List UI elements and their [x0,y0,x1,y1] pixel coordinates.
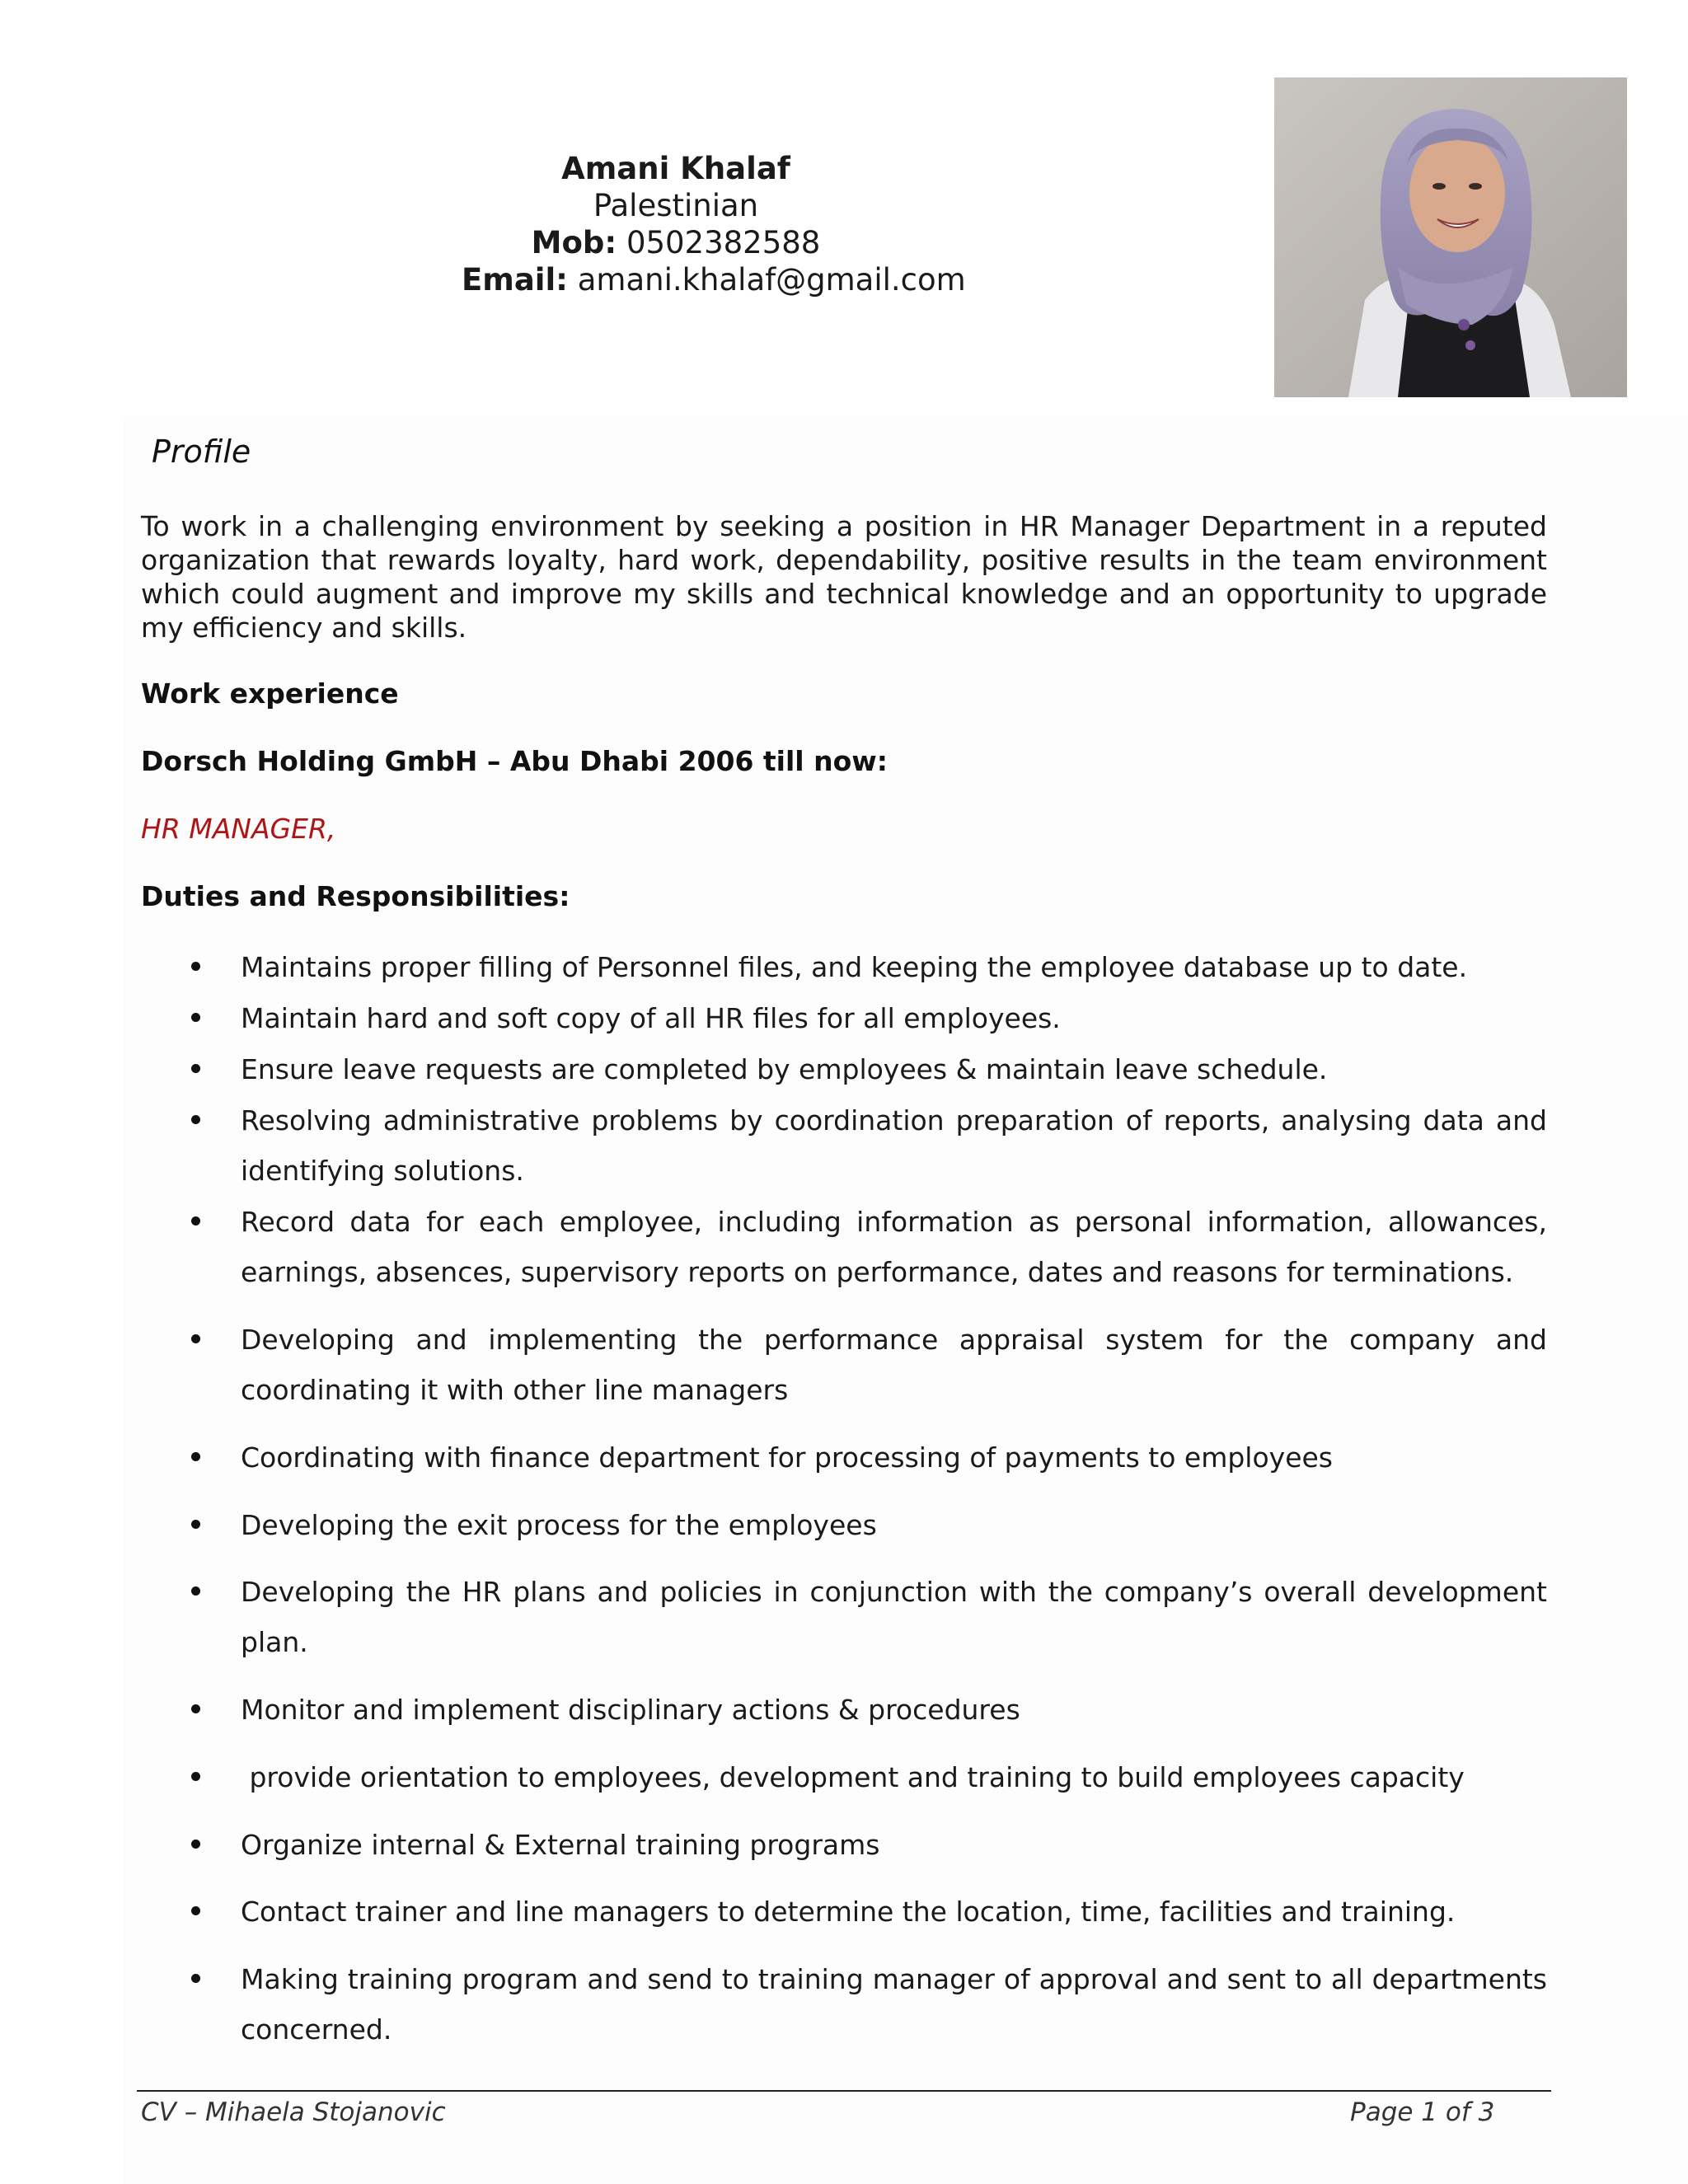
duty-text: Organize internal & External training programs [241,1829,880,1861]
footer-author: CV – Mihaela Stojanovic [141,2097,446,2127]
duty-text: provide orientation to employees, development and training to build employees capacity [241,1761,1465,1793]
nationality: Palestinian [593,188,759,223]
work-experience-heading: Work experience [141,677,399,710]
profile-photo [1274,77,1627,397]
bullet-icon [191,1216,200,1226]
duties-heading: Duties and Responsibilities: [141,880,570,912]
bullet-icon [191,1334,200,1343]
mobile-number: 0502382588 [626,225,821,260]
bullet-icon [191,1452,200,1461]
duty-text: Monitor and implement disciplinary actions & procedures [241,1694,1020,1726]
duty-text: Making training program and send to training manager of approval and sent to all departments concerned. [241,1963,1547,2046]
duty-text: Contact trainer and line managers to determine the location, time, facilities and training. [241,1896,1456,1928]
duty-text: Ensure leave requests are completed by employees & maintain leave schedule. [241,1053,1328,1085]
mobile-line [462,224,890,261]
email-line [462,261,966,298]
duty-text: Maintain hard and soft copy of all HR files for all employees. [241,1002,1061,1034]
bullet-icon [191,1064,200,1073]
bullet-icon [191,1840,200,1849]
profile-text: To work in a challenging environment by seeking a position in HR Manager Department in a reputed organization that rewards loyalty, hard work, dependability, positive results in the team environment which could augment and improve my skills and technical knowledge and an opportunity to upgrade my efficiency and skills. [141,510,1547,644]
bullet-icon [191,1906,200,1915]
contact-block [462,150,966,298]
duty-text: Developing the exit process for the employees [241,1509,877,1541]
duty-text: Record data for each employee, including information as personal information, allowances, earnings, absences, supervisory reports on performance, dates and reasons for terminations. [241,1206,1547,1288]
bullet-icon [191,1115,200,1124]
job-role: HR MANAGER, [141,813,336,845]
bullet-icon [191,962,200,971]
profile-heading: Profile [152,434,251,470]
duty-text: Developing and implementing the performance appraisal system for the company and coordinating it with other line managers [241,1324,1547,1406]
bullet-icon [191,1520,200,1529]
bullet-icon [191,1772,200,1781]
duty-text: Coordinating with finance department for processing of payments to employees [241,1441,1333,1474]
mobile-label: Mob: [531,225,617,260]
email-label: Email: [462,262,568,298]
duty-text: Resolving administrative problems by coordination preparation of reports, analysing data and identifying solutions. [241,1104,1547,1187]
bullet-icon [191,1013,200,1022]
duty-text: Maintains proper filling of Personnel files, and keeping the employee database up to date. [241,951,1468,983]
bullet-icon [191,1704,200,1713]
candidate-name: Amani Khalaf [561,151,790,186]
footer-divider [137,2090,1551,2092]
email-address: amani.khalaf@gmail.com [577,262,966,298]
page-number: Page 1 of 3 [1350,2097,1495,2127]
bullet-icon [191,1586,200,1596]
bullet-icon [191,1974,200,1983]
company-line: Dorsch Holding GmbH – Abu Dhabi 2006 till now: [141,745,888,777]
duty-text: Developing the HR plans and policies in conjunction with the company’s overall development plan. [241,1576,1547,1658]
